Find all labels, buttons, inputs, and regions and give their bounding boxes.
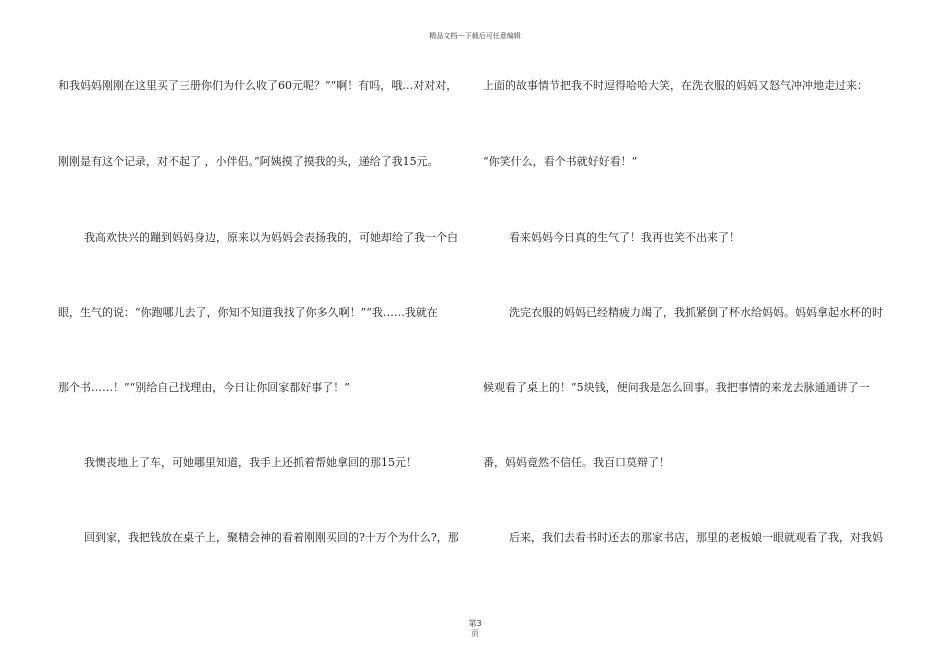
text-line: 我高欢快兴的蹦到妈妈身边，原来以为妈妈会表扬我的，可她却给了我一个白 — [84, 231, 458, 244]
text-line: 和我妈妈刚刚在这里买了三册你们为什么收了60元呢？”“啊！有吗，哦…对对对， — [58, 79, 458, 92]
text-line: “你笑什么，看个书就好好看！” — [483, 155, 638, 168]
text-line: 洗完衣服的妈妈已经精疲力竭了，我抓紧倒了杯水给妈妈。妈妈拿起水杯的时 — [509, 306, 883, 319]
text-line: 那个书……！”“别给自己找理由，今日让你回家都好事了！” — [58, 381, 350, 394]
text-line: 后来，我们去看书时还去的那家书店，那里的老板娘一眼就观看了我，对我妈 — [509, 531, 883, 544]
text-line: 番，妈妈竟然不信任。我百口莫辩了！ — [483, 456, 670, 469]
text-line: 候观看了桌上的！”5块钱，便问我是怎么回事。我把事情的来龙去脉通通讲了一 — [483, 381, 870, 394]
text-line: 眼，生气的说：“你跑哪儿去了，你知不知道我找了你多久啊！”“我……我就在 — [58, 306, 438, 319]
text-line: 看来妈妈今日真的生气了！我再也笑不出来了！ — [509, 231, 740, 244]
text-line: 刚刚是有这个记录，对不起了 ，小伴侣。”阿姨摸了摸我的头，递给了我15元。 — [58, 155, 439, 168]
page-number-line: 页 — [471, 629, 479, 638]
text-line: 上面的故事情节把我不时逗得哈哈大笑，在洗衣服的妈妈又怒气冲冲地走过来： — [483, 79, 868, 92]
text-line: 我懊丧地上了车，可她哪里知道，我手上还抓着帮她拿回的那15元！ — [84, 456, 417, 469]
page-number-line: 第3 — [468, 619, 482, 628]
page-header: 精品文档---下载后可任意编辑 — [429, 32, 521, 40]
text-line: 回到家，我把钱放在桌子上，聚精会神的看着刚刚买回的?十万个为什么?，那 — [84, 531, 459, 544]
page-number — [0, 619, 950, 639]
